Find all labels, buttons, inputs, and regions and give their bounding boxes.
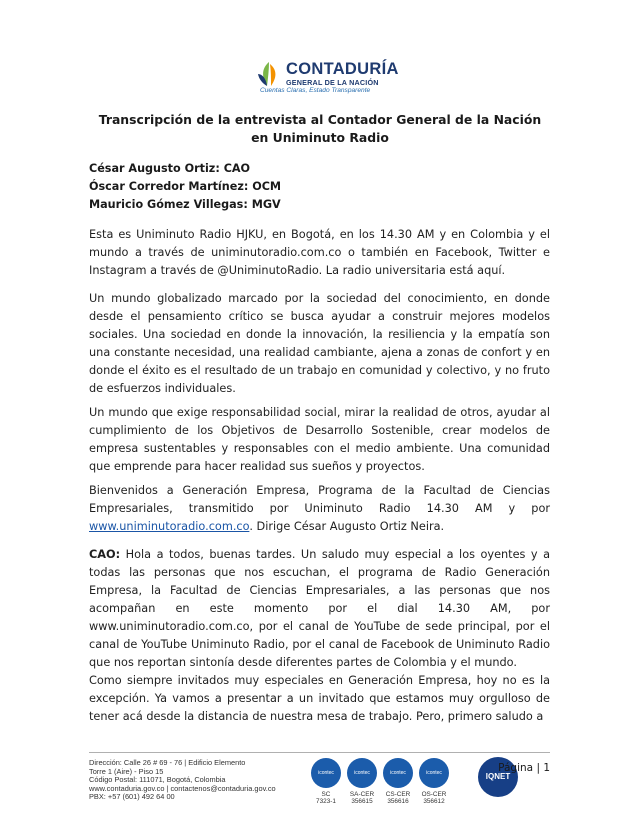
- speaker-mgv: Mauricio Gómez Villegas: MGV: [89, 198, 281, 211]
- speaker-cao: César Augusto Ortiz: CAO: [89, 162, 251, 175]
- paragraph-world: Un mundo globalizado marcado por la sociedad del conocimiento, en donde desde el pensamiento crítico se busca ayudar a construir mejores modelos sociales. Una sociedad en donde la innovación, la resiliencia y la empatía son una constante necesidad, una realidad cambiante, ajena a zonas de confort y en donde el éxito es el resultado de un trabajo en comunidad y colectivo, y no fruto de esfuerzos individuales.: [89, 292, 550, 395]
- welcome-end: . Dirige César Augusto Ortiz Neira.: [249, 520, 445, 533]
- icontec-icon: icontec: [383, 758, 413, 788]
- icontec-icon: icontec: [311, 758, 341, 788]
- paragraph-responsibility: Un mundo que exige responsabilidad social, mirar la realidad de otros, ayudar al cumplimiento de los Objetivos de Desarrollo Sostenible, crear modelos de empresa sustentables y responsables con el medio ambiente. Una comunidad que emprende para hacer realidad sus sueños y proyectos.: [89, 406, 550, 473]
- footer-address: [89, 759, 276, 802]
- uniminuto-radio-link[interactable]: www.uniminutoradio.com.co: [89, 520, 250, 533]
- cert-code: SC 7323-1: [316, 791, 336, 805]
- paragraph-welcome: [89, 482, 550, 536]
- logo-tagline: Cuentas Claras, Estado Transparente: [260, 87, 371, 94]
- icontec-icon: icontec: [419, 758, 449, 788]
- footer-divider: [89, 752, 550, 753]
- cert-code: CS-CER 356616: [385, 791, 411, 805]
- cao-text: Hola a todos, buenas tardes. Un saludo muy especial a los oyentes y a todas las personas que nos escuchan, el programa de Radio Generación Empresa, la Facultad de Ciencias Empresariales, a las personas que nos acompañan en este momento por el dial 14.30 AM, por www.uniminutoradio.com.co, por el canal de YouTube de sede principal, por el canal de YouTube Uniminuto Radio, por el canal de Facebook de Uniminuto Radio que nos reportan sintonía desde diferentes partes de Colombia y el mundo.: [89, 548, 550, 669]
- paragraph-cao: [89, 546, 550, 672]
- cert-code: OS-CER 356612: [421, 791, 447, 805]
- footer-address-2: Torre 1 (Aire) - Piso 15: [89, 766, 164, 776]
- cert-code: SA-CER 356615: [349, 791, 375, 805]
- logo-name: CONTADURÍA: [286, 60, 399, 78]
- paragraph-intro: Esta es Uniminuto Radio HJKU, en Bogotá, en los 14.30 AM y en Colombia y el mundo a través de uniminutoradio.com.co o también en Facebook, Twitter e Instagram a través de @UniminutoRadio. La radio universitaria está aquí.: [89, 228, 550, 277]
- iqnet-icon: IQNET: [478, 757, 518, 797]
- title-line-1: Transcripción de la entrevista al Contador General de la Nación: [98, 112, 542, 127]
- page-number: Página | 1: [498, 762, 550, 774]
- speaker-ocm: Óscar Corredor Martínez: OCM: [89, 180, 282, 193]
- footer-address-4: www.contaduria.gov.co | contactenos@contaduria.gov.co: [89, 783, 276, 793]
- document-title: [60, 111, 580, 147]
- footer-address-5: PBX: +57 (601) 492 64 00: [89, 792, 175, 802]
- leaf-logo-icon: [256, 60, 282, 88]
- footer-address-3: Código Postal: 111071, Bogotá, Colombia: [89, 775, 226, 785]
- cert-badge-2: [345, 758, 379, 805]
- icontec-icon: icontec: [347, 758, 377, 788]
- welcome-text: Bienvenidos a Generación Empresa, Programa de la Facultad de Ciencias Empresariales, transmitido por Uniminuto Radio 14.30 AM y por: [89, 484, 550, 515]
- speaker-tag-cao: CAO:: [89, 548, 121, 561]
- logo-subtitle: GENERAL DE LA NACIÓN: [286, 78, 379, 87]
- cert-badge-3: [381, 758, 415, 805]
- footer-address-1: Dirección: Calle 26 # 69 - 76 | Edificio Elemento: [89, 758, 246, 767]
- paragraph-guests: Como siempre invitados muy especiales en Generación Empresa, hoy no es la excepción. Ya vamos a presentar a un invitado que estamos muy orgulloso de tener acá desde la distancia de nuestra mesa de trabajo. Pero, primero saludo a: [89, 674, 550, 723]
- title-line-2: en Uniminuto Radio: [251, 130, 389, 145]
- speaker-list: [89, 160, 281, 214]
- cert-badge-1: [309, 758, 343, 805]
- contaduria-logo: [256, 58, 399, 98]
- cert-badge-4: [417, 758, 451, 805]
